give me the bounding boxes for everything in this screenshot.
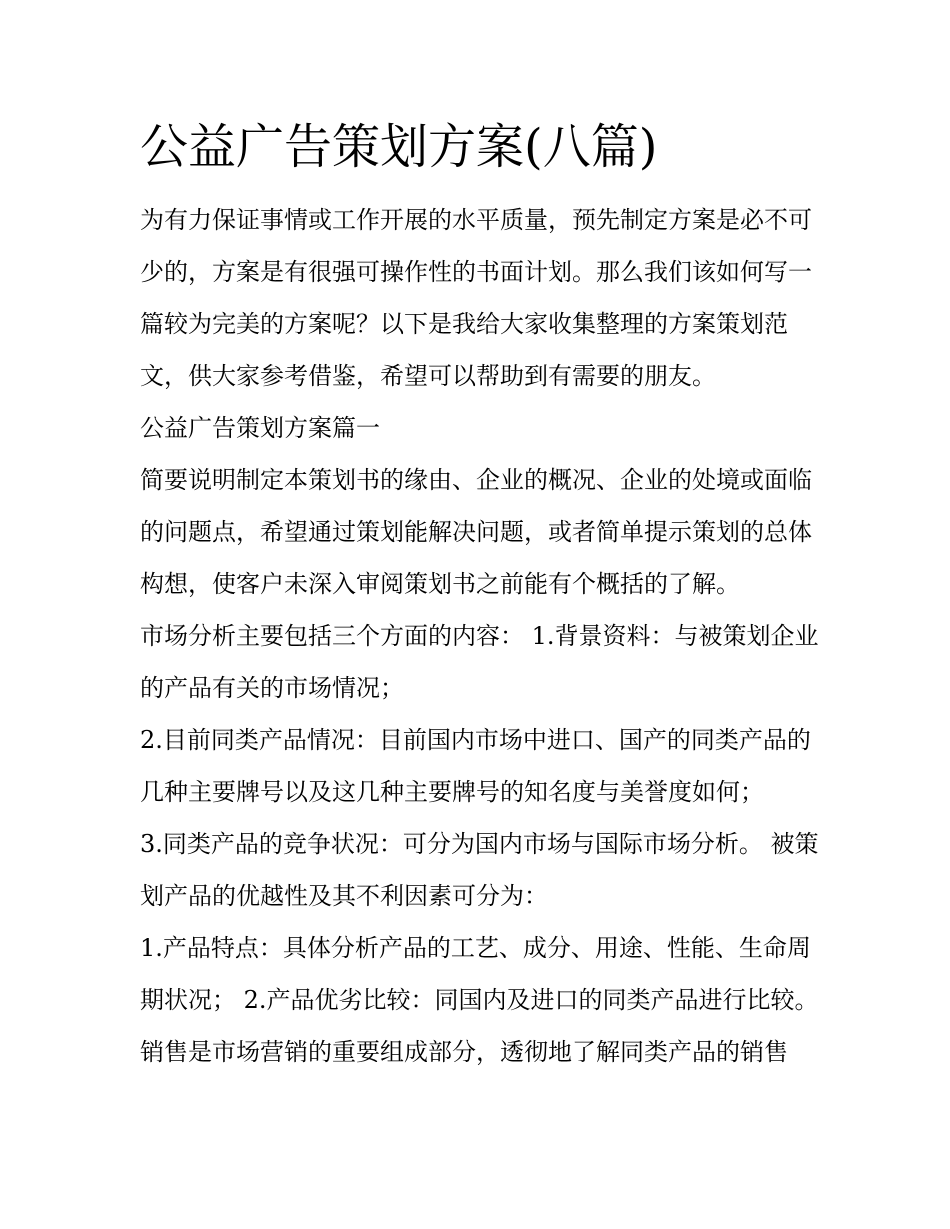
section-heading: 公益广告策划方案篇一 (140, 414, 380, 442)
competition-paragraph: 3.同类产品的竞争状况：可分为国内市场与国际市场分析。 被策划产品的优越性及其不利因素可分为： (140, 830, 819, 910)
document-title: 公益广告策划方案(八篇) (140, 119, 658, 175)
sales-paragraph: 销售是市场营销的重要组成部分，透彻地了解同类产品的销售 (140, 1038, 788, 1066)
document-body (140, 110, 830, 1078)
intro-paragraph: 为有力保证事情或工作开展的水平质量，预先制定方案是必不可少的，方案是有很强可操作性的书面计划。那么我们该如何写一篇较为完美的方案呢？以下是我给大家收集整理的方案策划范文，供大家参考借鉴，希望可以帮助到有需要的朋友。 (140, 206, 812, 390)
product-features-paragraph: 1.产品特点：具体分析产品的工艺、成分、用途、性能、生命周期状况； 2.产品优劣比较：同国内及进口的同类产品进行比较。 (140, 934, 819, 1014)
similar-products-paragraph: 2.目前同类产品情况：目前国内市场中进口、国产的同类产品的几种主要牌号以及这几种主要牌号的知名度与美誉度如何； (140, 726, 811, 806)
summary-paragraph: 简要说明制定本策划书的缘由、企业的概况、企业的处境或面临的问题点，希望通过策划能解决问题，或者简单提示策划的总体构想，使客户未深入审阅策划书之前能有个概括的了解。 (140, 466, 812, 598)
market-analysis-paragraph: 市场分析主要包括三个方面的内容： 1.背景资料：与被策划企业的产品有关的市场情况； (140, 622, 819, 702)
